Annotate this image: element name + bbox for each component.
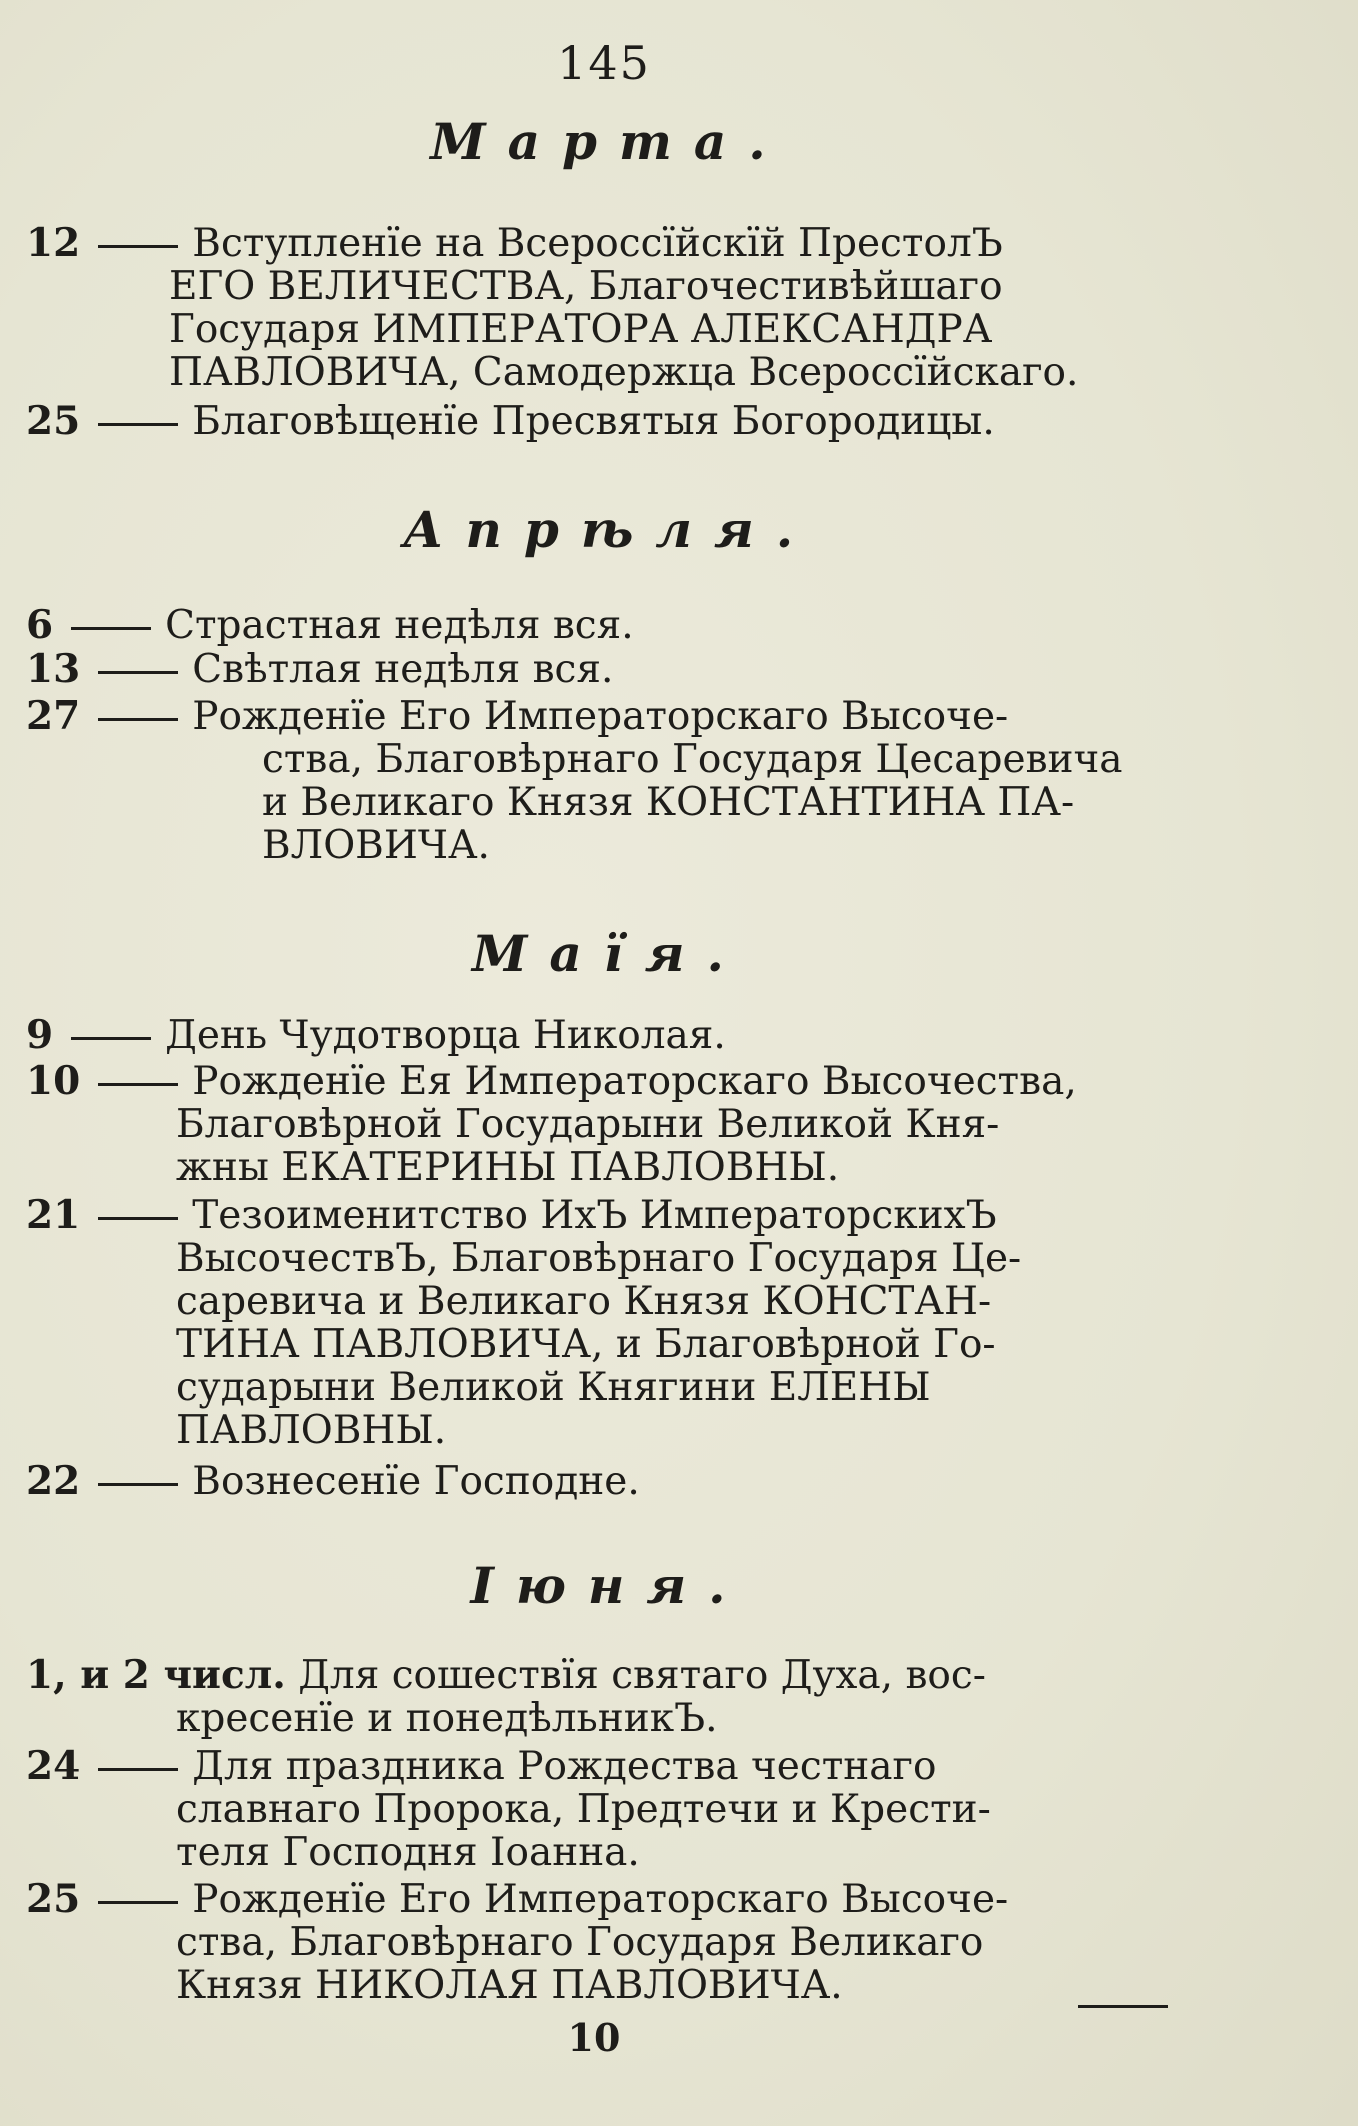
dash-rule bbox=[98, 1217, 178, 1220]
entry-text-line: Благовѣщенїе Пресвятыя Богородицы. bbox=[192, 399, 995, 444]
entry-text-line: Для сошествїя святаго Духа, вос- bbox=[298, 1653, 986, 1698]
entry-date: 25 bbox=[26, 398, 81, 444]
month-heading-june: Iюня. bbox=[470, 1556, 748, 1615]
entry-date: 10 bbox=[26, 1058, 81, 1104]
entry-text-line: Тезоименитство ИхЪ ИмператорскихЪ bbox=[192, 1193, 997, 1238]
entry-date: 12 bbox=[26, 220, 81, 266]
entry-continuation bbox=[26, 1237, 1166, 1452]
closing-rule bbox=[1078, 2005, 1168, 2008]
list-item bbox=[26, 1878, 1166, 2007]
month-heading-march: Марта. bbox=[430, 112, 788, 171]
entry-date: 6 bbox=[26, 602, 54, 648]
entry-text-line: ЕГО ВЕЛИЧЕСТВА, Благочестивѣйшаго bbox=[169, 264, 1003, 309]
list-item bbox=[26, 1194, 1166, 1452]
entry-text-line: День Чудотворца Николая. bbox=[165, 1013, 726, 1058]
entry-text-line: ВЛОВИЧА. bbox=[262, 823, 490, 868]
month-heading-april: Апрѣля. bbox=[402, 500, 816, 559]
entry-text-line: Рожденїе Его Императорскаго Высоче- bbox=[192, 1877, 1009, 1922]
entry-date: 1, и 2 числ. bbox=[26, 1652, 286, 1698]
dash-rule bbox=[98, 1901, 178, 1904]
entry-date: 9 bbox=[26, 1012, 54, 1058]
entry-text-line: сударыни Великой Княгини ЕЛЕНЫ bbox=[176, 1365, 931, 1410]
list-item bbox=[26, 1060, 1166, 1189]
list-item bbox=[26, 222, 1166, 394]
entry-text-line: кресенїе и понедѣльникЪ. bbox=[176, 1696, 718, 1741]
entry-date: 21 bbox=[26, 1192, 81, 1238]
entry-text-line: Государя ИМПЕРАТОРА АЛЕКСАНДРА bbox=[169, 307, 993, 352]
entry-continuation bbox=[26, 1103, 1166, 1189]
entry-date: 24 bbox=[26, 1743, 81, 1789]
dash-rule bbox=[98, 1483, 178, 1486]
entry-text-line: ТИНА ПАВЛОВИЧА, и Благовѣрной Го- bbox=[176, 1322, 996, 1367]
dash-rule bbox=[98, 1768, 178, 1771]
entry-text-line: и Великаго Князя КОНСТАНТИНА ПА- bbox=[262, 780, 1075, 825]
entry-text-line: Страстная недѣля вся. bbox=[165, 603, 634, 648]
entry-text-line: Рожденїе Ея Императорскаго Высочества, bbox=[192, 1059, 1077, 1104]
list-item bbox=[26, 695, 1166, 867]
entry-text-line: жны ЕКАТЕРИНЫ ПАВЛОВНЫ. bbox=[176, 1145, 840, 1190]
entry-continuation bbox=[26, 1921, 1166, 2007]
entry-text-line: ПАВЛОВИЧА, Самодержца Всероссїйскаго. bbox=[169, 350, 1079, 395]
list-item bbox=[26, 1745, 1166, 1874]
page-number: 145 bbox=[557, 36, 651, 90]
entry-date: 22 bbox=[26, 1458, 81, 1504]
list-item bbox=[26, 1460, 1166, 1503]
month-heading-may: Маїя. bbox=[472, 924, 746, 983]
list-item bbox=[26, 1654, 1166, 1740]
entry-continuation bbox=[26, 265, 1166, 394]
dash-rule bbox=[98, 245, 178, 248]
dash-rule bbox=[98, 423, 178, 426]
dash-rule bbox=[98, 671, 178, 674]
dash-rule bbox=[98, 718, 178, 721]
entry-text-line: Свѣтлая недѣля вся. bbox=[192, 647, 614, 692]
entry-continuation bbox=[26, 1788, 1166, 1874]
entry-date: 27 bbox=[26, 693, 81, 739]
entry-text-line: ства, Благовѣрнаго Государя Великаго bbox=[176, 1920, 984, 1965]
entry-text-line: Князя НИКОЛАЯ ПАВЛОВИЧА. bbox=[176, 1963, 843, 2008]
dash-rule bbox=[71, 1037, 151, 1040]
entry-date: 13 bbox=[26, 646, 81, 692]
entry-continuation bbox=[26, 1697, 1166, 1740]
entry-date: 25 bbox=[26, 1876, 81, 1922]
entry-text-line: Вступленїе на Всероссїйскїй ПрестолЪ bbox=[192, 221, 1003, 266]
entry-text-line: ПАВЛОВНЫ. bbox=[176, 1408, 447, 1453]
entry-text-line: славнаго Пророка, Предтечи и Крести- bbox=[176, 1787, 991, 1832]
entry-text-line: Вознесенїе Господне. bbox=[192, 1459, 640, 1504]
entry-text-line: Для праздника Рождества честнаго bbox=[192, 1744, 937, 1789]
entry-text-line: Рожденїе Его Императорскаго Высоче- bbox=[192, 694, 1009, 739]
entry-text-line: саревича и Великаго Князя КОНСТАН- bbox=[176, 1279, 992, 1324]
list-item bbox=[26, 604, 1166, 647]
entry-text-line: ВысочествЪ, Благовѣрнаго Государя Це- bbox=[176, 1236, 1022, 1281]
list-item bbox=[26, 1014, 1166, 1057]
dash-rule bbox=[71, 627, 151, 630]
entry-text-line: Благовѣрной Государыни Великой Кня- bbox=[176, 1102, 1000, 1147]
list-item bbox=[26, 648, 1166, 691]
dash-rule bbox=[98, 1083, 178, 1086]
entry-continuation bbox=[26, 738, 1166, 867]
signature-folio: 10 bbox=[567, 2015, 621, 2060]
entry-text-line: теля Господня Iоанна. bbox=[176, 1830, 640, 1875]
list-item bbox=[26, 400, 1166, 443]
entry-text-line: ства, Благовѣрнаго Государя Цесаревича bbox=[262, 737, 1123, 782]
